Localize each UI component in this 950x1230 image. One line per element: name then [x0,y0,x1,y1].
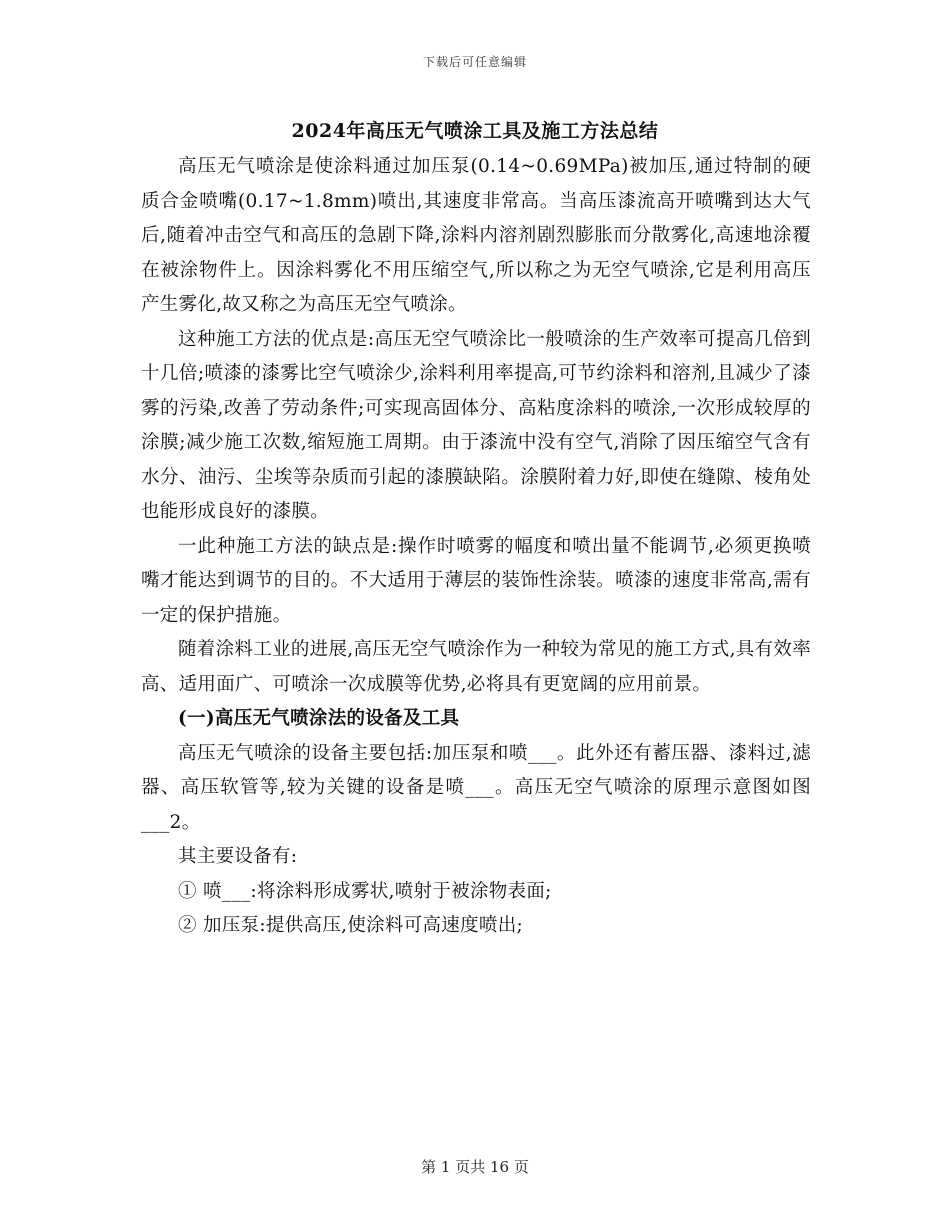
paragraph-intro: 高压无气喷涂是使涂料通过加压泵(0.14~0.69MPa)被加压,通过特制的硬质合金喷嘴(0.17~1.8mm)喷出,其速度非常高。当高压漆流高开喷嘴到达大气后,随着冲击空气和高压的急剧下降,涂料内溶剂剧烈膨胀而分散雾化,高速地涂覆在被涂物件上。因涂料雾化不用压缩空气,所以称之为无空气喷涂,它是利用高压产生雾化,故又称之为高压无空气喷涂。 [141,156,811,315]
header-note: 下载后可任意编辑 [422,55,527,69]
document-body [141,150,811,944]
paragraph-disadvantages: 一此种施工方法的缺点是:操作时喷雾的幅度和喷出量不能调节,必须更换喷嘴才能达到调节的目的。不大适用于薄层的装饰性涂装。喷漆的速度非常高,需有一定的保护措施。 [141,535,811,626]
document-title: 2024年高压无气喷涂工具及施工方法总结 [291,120,659,142]
paragraph-main-equipment: 其主要设备有: [178,846,298,867]
section-heading: (一)高压无气喷涂法的设备及工具 [178,708,460,729]
page-footer: 第 1 页共 16 页 [421,1158,529,1176]
list-item-spray-gun: ① 喷___:将涂料形成雾状,喷射于被涂物表面; [178,880,552,902]
list-item-pump: ② 加压泵:提供高压,使涂料可高速度喷出; [178,915,524,936]
paragraph-equipment: 高压无气喷涂的设备主要包括:加压泵和喷___。此外还有蓄压器、漆料过,滤器、高压软管等,较为关键的设备是喷___。高压无空气喷涂的原理示意图如图___2。 [141,742,811,833]
paragraph-advantages: 这种施工方法的优点是:高压无空气喷涂比一般喷涂的生产效率可提高几倍到十几倍;喷漆的漆雾比空气喷涂少,涂料利用率提高,可节约涂料和溶剂,且减少了漆雾的污染,改善了劳动条件;可实现高固体分、高粘度涂料的喷涂,一次形成较厚的涂膜;减少施工次数,缩短施工周期。由于漆流中没有空气,消除了因压缩空气含有水分、油污、尘埃等杂质而引起的漆膜缺陷。涂膜附着力好,即使在缝隙、棱角处也能形成良好的漆膜。 [141,328,811,522]
paragraph-outlook: 随着涂料工业的进展,高压无空气喷涂作为一种较为常见的施工方式,具有效率高、适用面广、可喷涂一次成膜等优势,必将具有更宽阔的应用前景。 [141,639,811,695]
